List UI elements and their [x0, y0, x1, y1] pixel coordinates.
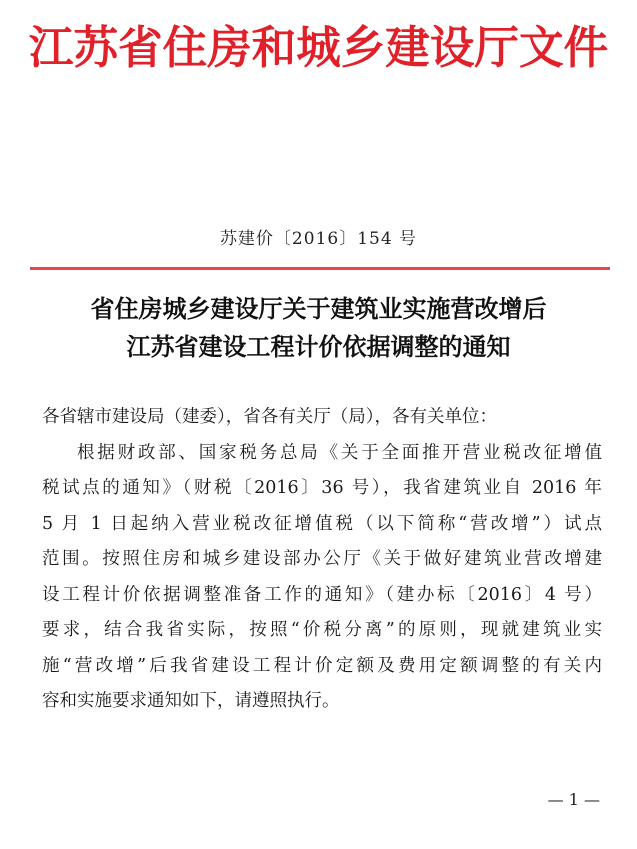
paragraph-line: 根据财政部、国家税务总局《关于全面推开营业税改征增值	[77, 442, 602, 463]
page-number: — 1 —	[547, 790, 600, 809]
paragraph-line: 施“营改增”后我省建设工程计价定额及费用定额调整的有关内	[42, 655, 602, 676]
salutation: 各省辖市建设局（建委），省各有关厅（局），各有关单位：	[42, 407, 497, 427]
document-number: 苏建价〔2016〕154 号	[219, 229, 418, 249]
title-line: 江苏省建设工程计价依据调整的通知	[126, 333, 511, 361]
paragraph-line: 税试点的通知》（财税〔2016〕36 号），我省建筑业自 2016 年	[42, 478, 602, 498]
title-line: 省住房城乡建设厅关于建筑业实施营改增后	[90, 295, 547, 323]
paragraph-line: 设工程计价依据调整准备工作的通知》（建办标〔2016〕4 号）	[42, 584, 602, 605]
masthead-title: 江苏省住房和城乡建设厅文件	[28, 21, 609, 74]
paragraph-line: 5 月 1 日起纳入营业税改征增值税（以下简称“营改增”）试点	[42, 513, 602, 534]
document-body	[42, 400, 602, 720]
document-title	[0, 290, 637, 366]
red-divider-line	[30, 267, 610, 270]
paragraph-line: 要求，结合我省实际，按照“价税分离”的原则，现就建筑业实	[42, 620, 602, 640]
paragraph-line: 容和实施要求通知如下，请遵照执行。	[42, 691, 340, 711]
paragraph-line: 范围。按照住房和城乡建设部办公厅《关于做好建筑业营改增建	[42, 549, 602, 569]
